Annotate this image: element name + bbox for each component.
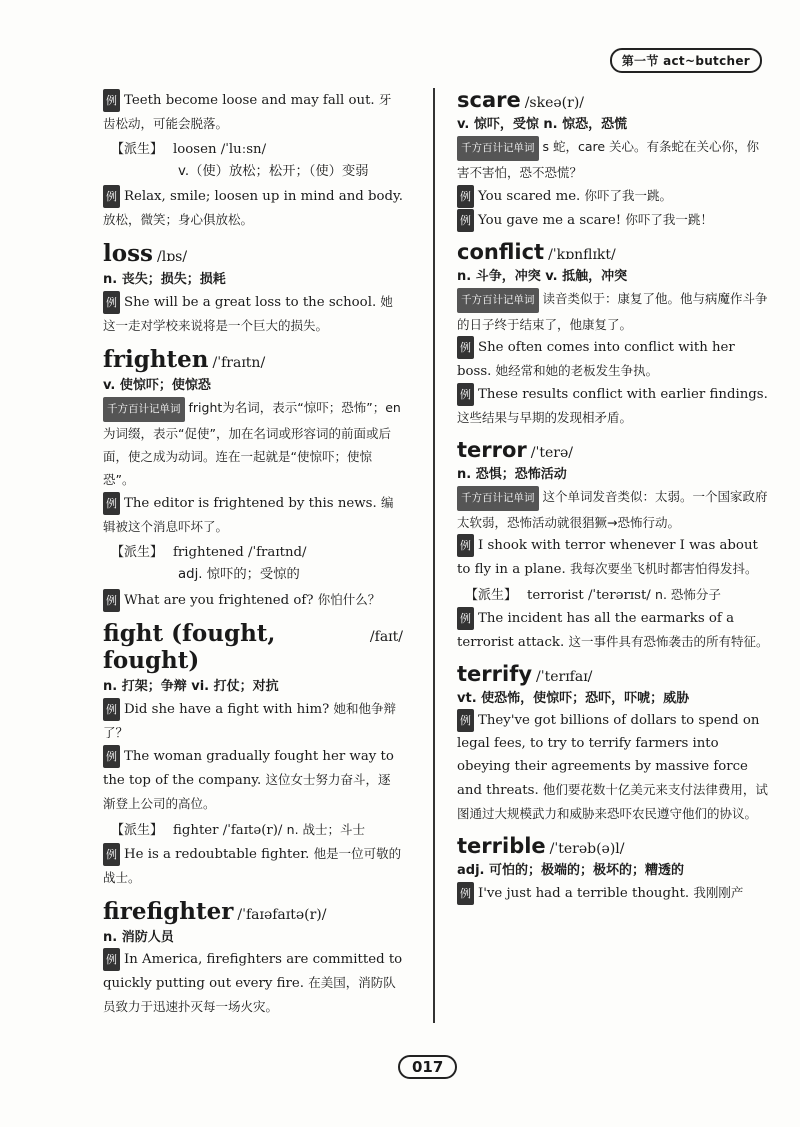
- right-column: [457, 88, 769, 905]
- example-en: She will be a great loss to the school.: [124, 295, 377, 310]
- example: [103, 842, 403, 890]
- example-badge: 例: [103, 185, 120, 208]
- example: [103, 88, 403, 136]
- example-cn: 编辑被这个消息吓坏了。: [103, 495, 394, 534]
- phonetic: /ˈterə/: [530, 445, 573, 461]
- phonetic: /ˈterəb(ə)l/: [549, 841, 625, 857]
- headword-text: terror: [457, 438, 527, 462]
- example-badge: 例: [103, 589, 120, 612]
- derived-entry: [103, 818, 403, 842]
- example-badge: 例: [457, 185, 474, 208]
- derived-entry: [103, 541, 403, 564]
- example-cn: 我每次要坐飞机时都害怕得发抖。: [569, 561, 758, 576]
- derived-tag: 【派生】: [465, 588, 518, 603]
- derived-entry: [103, 138, 403, 161]
- phonetic: /ˈfraɪtn/: [212, 355, 266, 371]
- example: [457, 336, 769, 383]
- headword-text: frighten: [103, 346, 209, 373]
- example-en: I've just had a terrible thought.: [478, 886, 690, 901]
- example-badge: 例: [103, 745, 120, 768]
- example-cn: 在美国，消防队员致力于迅速扑灭每一场火灾。: [103, 975, 396, 1014]
- headword-text: terrify: [457, 662, 533, 686]
- phonetic: /ˈkɒnflɪkt/: [548, 247, 616, 263]
- part-of-speech: n. 丧失；损失；损耗: [103, 272, 226, 287]
- example-en: These results conflict with earlier findings.: [478, 387, 768, 402]
- derived-tag: 【派生】: [111, 142, 164, 157]
- example-en: She often comes into conflict with her boss.: [457, 340, 735, 379]
- example-badge: 例: [457, 534, 474, 557]
- derived-def: v.（使）放松；松开；（使）变弱: [178, 164, 369, 179]
- example-en: You scared me.: [478, 189, 581, 204]
- memory-tip: [457, 135, 769, 184]
- part-of-speech: n. 恐惧；恐怖活动: [457, 467, 567, 482]
- example-badge: 例: [457, 709, 474, 732]
- example-badge: 例: [457, 336, 474, 359]
- part-of-speech: vt. 使恐怖，使惊吓；恐吓，吓唬；威胁: [457, 691, 690, 706]
- example-badge: 例: [103, 291, 120, 314]
- derived-word: frightened /ˈfraɪtnd/: [173, 545, 307, 560]
- part-of-speech: n. 打架；争辩 vi. 打仗；对抗: [103, 679, 279, 694]
- memory-badge: 千方百计记单词: [457, 486, 539, 511]
- example-cn: 他们要花数十亿美元来支付法律费用，试图通过大规模武力和威胁来恐吓农民遵守他们的协议。: [457, 782, 768, 821]
- phonetic: /faɪt/: [369, 629, 403, 645]
- example-en: Relax, smile; loosen up in mind and body.: [124, 189, 404, 204]
- example-cn: 你吓了我一跳。: [584, 188, 673, 203]
- section-label: 第一节 act~butcher: [610, 48, 762, 73]
- part-of-speech: v. 惊吓，受惊 n. 惊恐，恐慌: [457, 117, 628, 132]
- headword-text: firefighter: [103, 898, 234, 925]
- example: [103, 948, 403, 1019]
- phonetic: /skeə(r)/: [524, 95, 585, 111]
- example-en: The editor is frightened by this news.: [124, 496, 377, 511]
- example-badge: 例: [103, 698, 120, 721]
- derived-word: terrorist /ˈterərɪst/: [527, 588, 651, 603]
- example-cn: 你怕什么？: [317, 592, 381, 607]
- left-column: [103, 88, 403, 1019]
- example-en: Did she have a fight with him?: [124, 702, 330, 717]
- headword-fight: [103, 620, 403, 674]
- part-of-speech: v. 使惊吓；使惊恐: [103, 378, 211, 393]
- derived-word: fighter /ˈfaɪtə(r)/: [173, 823, 283, 838]
- example: [103, 697, 403, 745]
- example: [103, 290, 403, 338]
- headword-terrible: [457, 834, 769, 858]
- example-cn: 他是一位可敬的战士。: [103, 846, 402, 885]
- example-cn: 我刚刚产: [693, 885, 744, 900]
- headword-terrify: [457, 662, 769, 686]
- example-en: He is a redoubtable fighter.: [124, 847, 310, 862]
- example-en: The woman gradually fought her way to the top of the company.: [103, 749, 394, 788]
- part-of-speech: adj. 可怕的；极端的；极坏的；糟透的: [457, 863, 684, 878]
- example-badge: 例: [457, 383, 474, 406]
- headword-loss: [103, 240, 403, 267]
- example: [457, 383, 769, 430]
- example: [103, 745, 403, 816]
- example: [103, 588, 403, 612]
- memory-badge: 千方百计记单词: [457, 288, 539, 313]
- derived-word: loosen /ˈluːsn/: [173, 142, 267, 157]
- example: [103, 491, 403, 539]
- headword-text: terrible: [457, 834, 546, 858]
- headword-terror: [457, 438, 769, 462]
- example: [457, 881, 769, 905]
- page-number: 017: [398, 1055, 457, 1079]
- example-cn: 这一事件具有恐怖袭击的所有特征。: [568, 634, 769, 649]
- example-en: The incident has all the earmarks of a terrorist attack.: [457, 611, 734, 650]
- example-en: You gave me a scare!: [478, 213, 622, 228]
- headword-conflict: [457, 240, 769, 264]
- part-of-speech: n. 消防人员: [103, 930, 174, 945]
- phonetic: /ˈfaɪəfaɪtə(r)/: [237, 907, 327, 923]
- example-badge: 例: [457, 209, 474, 232]
- example-badge: 例: [103, 948, 120, 971]
- derived-def: n. 战士；斗士: [286, 822, 366, 837]
- memory-badge: 千方百计记单词: [457, 136, 539, 161]
- memory-tip: [457, 287, 769, 336]
- phonetic: /lɒs/: [156, 249, 188, 265]
- example-badge: 例: [103, 89, 120, 112]
- derived-entry: [457, 583, 769, 607]
- headword-frighten: [103, 346, 403, 373]
- example-cn: 她这一走对学校来说将是一个巨大的损失。: [103, 294, 393, 333]
- memory-text: fright为名词，表示“惊吓；恐怖”；en为词缀，表示“促使”，加在名词或形容词的前面或后面，使之成为动词。连在一起就是“使惊吓；使惊恐”。: [103, 400, 401, 487]
- example-cn: 她和他争辩了？: [103, 701, 396, 740]
- memory-text: 这个单词发音类似：太弱。一个国家政府太软弱，恐怖活动就很猖獗→恐怖行动。: [457, 489, 768, 530]
- memory-text: 读音类似于：康复了他。他与病魔作斗争的日子终于结束了，他康复了。: [457, 291, 768, 332]
- example: [457, 534, 769, 581]
- example-en: What are you frightened of?: [124, 593, 314, 608]
- headword-text: fight (fought, fought): [103, 620, 276, 674]
- example: [457, 607, 769, 654]
- headword-firefighter: [103, 898, 403, 925]
- headword-text: scare: [457, 88, 521, 112]
- example: [457, 709, 769, 826]
- example: [457, 208, 769, 232]
- example-badge: 例: [103, 843, 120, 866]
- memory-tip: [103, 396, 403, 491]
- example-cn: 牙齿松动，可能会脱落。: [103, 92, 392, 131]
- example: [457, 184, 769, 208]
- part-of-speech: n. 斗争，冲突 v. 抵触，冲突: [457, 269, 628, 284]
- phonetic: /ˈterɪfaɪ/: [536, 669, 593, 685]
- headword-text: conflict: [457, 240, 545, 264]
- derived-def: adj. 惊吓的；受惊的: [178, 567, 300, 582]
- example: [103, 185, 403, 232]
- example-cn: 放松，微笑；身心俱放松。: [103, 212, 254, 227]
- derived-def: n. 恐怖分子: [655, 587, 721, 602]
- example-en: They've got billions of dollars to spend on legal fees, to try to terrify farmers into obeying their agreements by massive force and threats.: [457, 713, 760, 798]
- example-cn: 这些结果与早期的发现相矛盾。: [457, 410, 633, 425]
- example-badge: 例: [457, 607, 474, 630]
- example-en: In America, firefighters are committed to quickly putting out every fire.: [103, 952, 403, 991]
- memory-tip: [457, 485, 769, 534]
- example-cn: 这位女士努力奋斗，逐渐登上公司的高位。: [103, 772, 391, 811]
- example-cn: 她经常和她的老板发生争执。: [495, 363, 659, 378]
- example-en: I shook with terror whenever I was about to fly in a plane.: [457, 538, 758, 577]
- example-cn: 你吓了我一跳！: [625, 212, 713, 227]
- headword-scare: [457, 88, 769, 112]
- derived-tag: 【派生】: [111, 823, 164, 838]
- headword-text: loss: [103, 240, 153, 267]
- memory-text: s 蛇，care 关心。有条蛇在关心你，你害不害怕，恐不恐慌？: [457, 139, 760, 180]
- column-divider: [433, 88, 435, 1023]
- memory-badge: 千方百计记单词: [103, 397, 185, 422]
- example-badge: 例: [457, 882, 474, 905]
- derived-tag: 【派生】: [111, 545, 164, 560]
- example-badge: 例: [103, 492, 120, 515]
- example-en: Teeth become loose and may fall out.: [124, 93, 375, 108]
